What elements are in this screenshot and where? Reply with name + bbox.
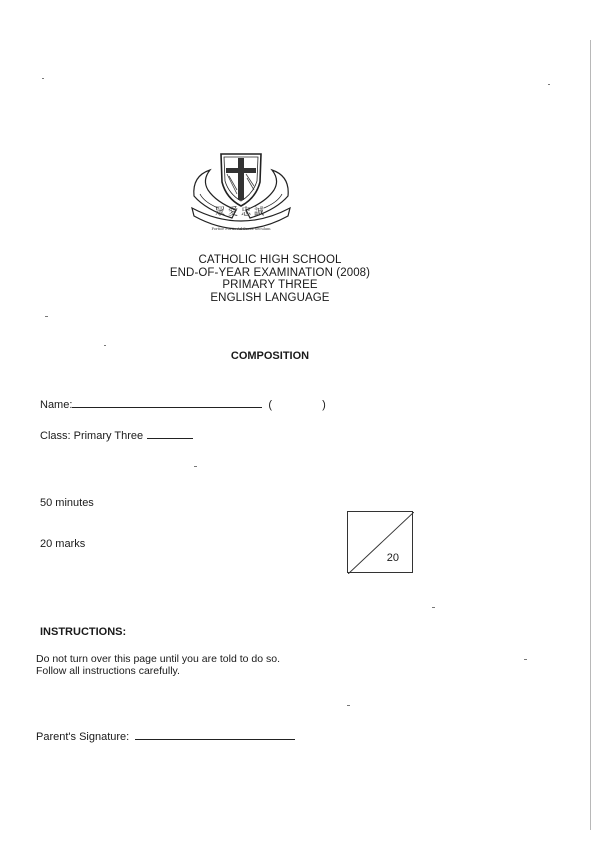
name-blank[interactable] xyxy=(72,397,262,408)
instructions-list xyxy=(36,653,280,677)
score-box xyxy=(347,511,413,573)
total-marks: 20 marks xyxy=(40,538,86,550)
class-field xyxy=(40,428,193,442)
page-edge xyxy=(590,40,591,830)
crest-motto-latin: Fortior Fortis Ad Sacra Seculum xyxy=(211,227,271,231)
school-name: CATHOLIC HIGH SCHOOL xyxy=(198,254,342,266)
score-box-diagonal xyxy=(348,512,414,574)
duration: 50 minutes xyxy=(40,497,94,509)
class-blank[interactable] xyxy=(147,428,193,439)
level: PRIMARY THREE xyxy=(222,279,318,291)
signature-field xyxy=(36,729,295,743)
scan-speck xyxy=(432,607,435,608)
signature-label: Parent's Signature: xyxy=(36,731,130,743)
school-crest xyxy=(188,146,294,236)
instructions-heading: INSTRUCTIONS: xyxy=(40,626,127,638)
crest-motto-characters: 眾愛忠誠 xyxy=(215,207,267,218)
scan-speck xyxy=(194,466,197,467)
index-open: ( xyxy=(268,399,273,411)
index-close: ) xyxy=(322,399,326,411)
name-label: Name: xyxy=(40,399,73,411)
paper-title: COMPOSITION xyxy=(230,350,310,362)
signature-blank[interactable] xyxy=(135,729,295,740)
class-label: Class: Primary Three xyxy=(40,430,144,442)
scan-speck xyxy=(347,705,350,706)
exam-title: END-OF-YEAR EXAMINATION (2008) xyxy=(169,266,371,279)
school-header xyxy=(100,254,440,304)
subject: ENGLISH LANGUAGE xyxy=(210,291,330,304)
instruction-line: Follow all instructions carefully. xyxy=(36,665,180,677)
name-field xyxy=(40,397,326,411)
scan-speck xyxy=(524,659,527,660)
scan-speck xyxy=(104,345,106,346)
scan-speck xyxy=(548,84,550,85)
score-box-total: 20 xyxy=(386,552,399,564)
scan-speck xyxy=(42,78,44,79)
scan-speck xyxy=(45,316,48,317)
instruction-line: Do not turn over this page until you are told to do so. xyxy=(36,653,280,665)
